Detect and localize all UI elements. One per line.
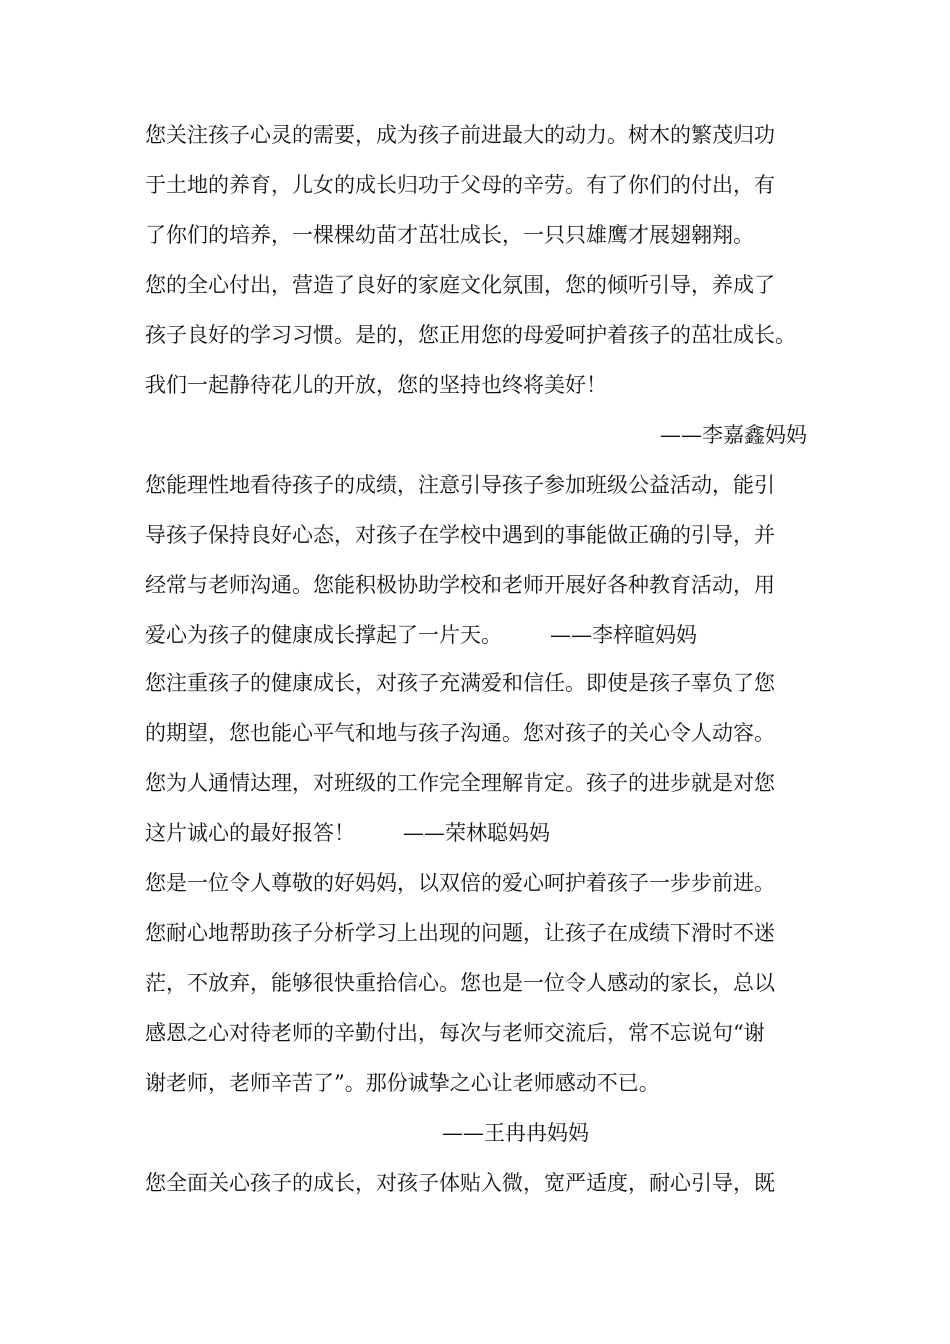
- paragraph-4-line-4: 感恩之心对待老师的辛勤付出，每次与老师交流后，常不忘说句“谢: [145, 1021, 765, 1045]
- paragraph-1-line-2: 于土地的养育，儿女的成长归功于父母的辛劳。有了你们的付出，有: [145, 173, 775, 197]
- paragraph-1-line-5: 孩子良好的学习习惯。是的，您正用您的母爱呵护着孩子的茁壮成长。: [145, 323, 796, 347]
- paragraph-1-line-1: 您关注孩子心灵的需要，成为孩子前进最大的动力。树木的繁茂归功: [145, 123, 775, 147]
- paragraph-1-line-6: 我们一起静待花儿的开放，您的坚持也终将美好！: [145, 373, 607, 397]
- paragraph-2-line-1: 您能理性地看待孩子的成绩，注意引导孩子参加班级公益活动，能引: [145, 473, 775, 497]
- paragraph-3-line-1: 您注重孩子的健康成长，对孩子充满爱和信任。即使是孩子辜负了您: [145, 671, 775, 695]
- paragraph-3-line-4: [145, 815, 807, 851]
- signature-li-zixuan: ——李梓暄妈妈: [550, 623, 697, 647]
- paragraph-2-line-4: [145, 617, 807, 653]
- signature-li-jiaxin: ——李嘉鑫妈妈: [660, 423, 807, 447]
- paragraph-1-line-4: 您的全心付出，营造了良好的家庭文化氛围，您的倾听引导，养成了: [145, 273, 775, 297]
- paragraph-3-line-2: 的期望，您也能心平气和地与孩子沟通。您对孩子的关心令人动容。: [145, 721, 775, 745]
- paragraph-4-line-1: 您是一位令人尊敬的好妈妈，以双倍的爱心呵护着孩子一步步前进。: [145, 871, 775, 895]
- paragraph-4-line-2: 您耐心地帮助孩子分析学习上出现的问题，让孩子在成绩下滑时不迷: [145, 921, 775, 945]
- paragraph-5-line-1: 您全面关心孩子的成长，对孩子体贴入微，宽严适度，耐心引导，既: [145, 1171, 775, 1195]
- paragraph-4-line-5: 谢老师，老师辛苦了”。那份诚挚之心让老师感动不已。: [145, 1071, 660, 1095]
- paragraph-3-line-3: 您为人通情达理，对班级的工作完全理解肯定。孩子的进步就是对您: [145, 771, 775, 795]
- paragraph-3-line-4-text: 这片诚心的最好报答！: [145, 821, 355, 845]
- paragraph-1-line-3: 了你们的培养，一棵棵幼苗才茁壮成长，一只只雄鹰才展翅翱翔。: [145, 223, 754, 247]
- signature-rong-lincong: ——荣林聪妈妈: [403, 821, 550, 845]
- paragraph-2-line-2: 导孩子保持良好心态，对孩子在学校中遇到的事能做正确的引导，并: [145, 523, 775, 547]
- paragraph-2-line-3: 经常与老师沟通。您能积极协助学校和老师开展好各种教育活动，用: [145, 573, 775, 597]
- signature-wang-ranran: ——王冉冉妈妈: [442, 1121, 589, 1145]
- paragraph-2-line-4-text: 爱心为孩子的健康成长撑起了一片天。: [145, 623, 502, 647]
- paragraph-4-line-3: 茫，不放弃，能够很快重拾信心。您也是一位令人感动的家长，总以: [145, 971, 775, 995]
